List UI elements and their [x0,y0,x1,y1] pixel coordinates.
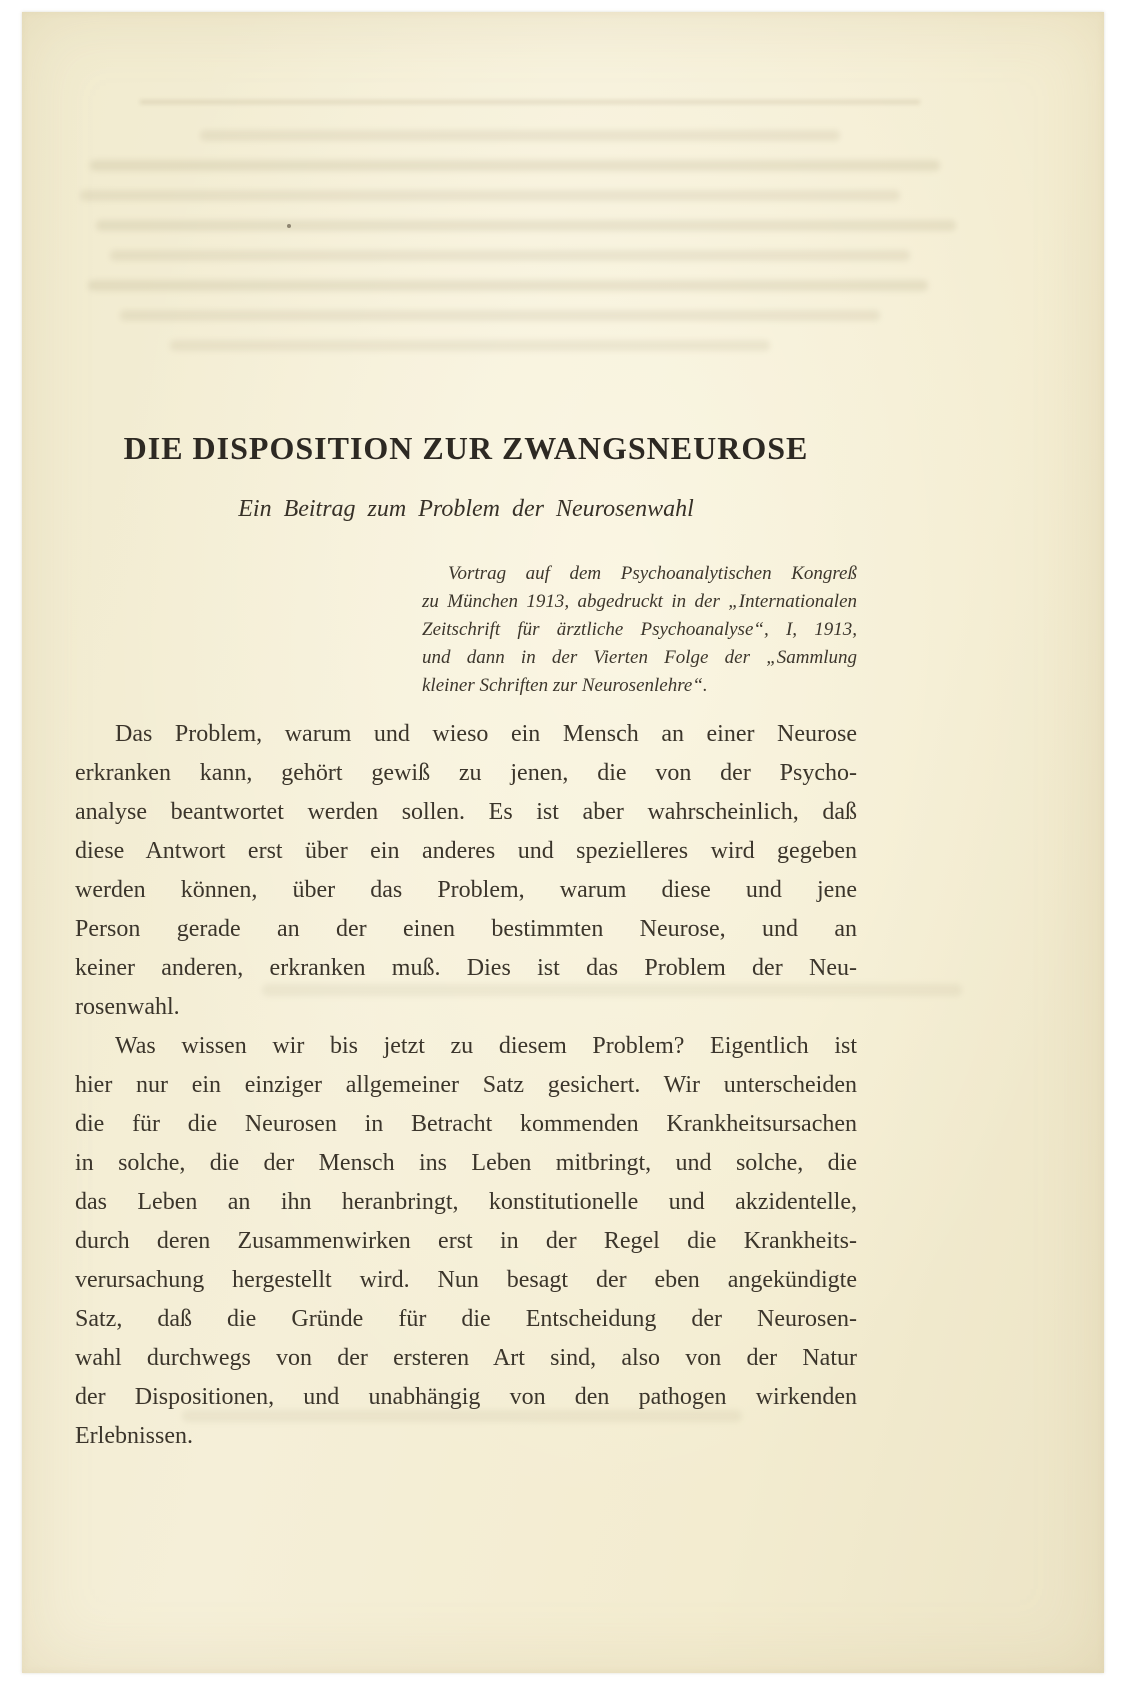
body-paragraph [75,715,857,1027]
text-line: Vortrag auf dem Psychoanalytischen Kongreß [448,563,857,584]
text-line: die für die Neurosen in Betracht kommenden Krankheitsursachen [75,1111,857,1137]
text-line: rosenwahl. [75,994,180,1020]
text-line: diese Antwort erst über ein anderes und spezielleres wird gegeben [75,838,857,864]
text-line: keiner anderen, erkranken muß. Dies ist das Problem der Neu- [75,955,857,981]
text-line: durch deren Zusammenwirken erst in der Regel die Krankheits- [75,1228,857,1254]
text-line: verursachung hergestellt wird. Nun besagt der eben angekündigte [75,1267,857,1293]
article-subtitle: Ein Beitrag zum Problem der Neurosenwahl [238,496,694,522]
text-line: Person gerade an der einen bestimmten Neurose, und an [75,916,857,942]
book-page-paper [22,12,1104,1673]
text-line: das Leben an ihn heranbringt, konstitutionelle und akzidentelle, [75,1189,857,1215]
text-line: Satz, daß die Gründe für die Entscheidung der Neurosen- [75,1306,857,1332]
text-line: wahl durchwegs von der ersteren Art sind, also von der Natur [75,1345,857,1371]
text-line: Zeitschrift für ärztliche Psychoanalyse“, I, 1913, [422,619,857,640]
publication-note [422,560,857,700]
page-content [75,12,857,1673]
text-line: in solche, die der Mensch ins Leben mitbringt, und solche, die [75,1150,857,1176]
text-line: Das Problem, warum und wieso ein Mensch an einer Neurose [115,721,857,747]
text-line: Erlebnissen. [75,1423,193,1449]
text-line: und dann in der Vierten Folge der „Sammlung [422,647,857,668]
text-line: analyse beantwortet werden sollen. Es ist aber wahrscheinlich, daß [75,799,857,825]
text-line: werden können, über das Problem, warum diese und jene [75,877,857,903]
text-line: Was wissen wir bis jetzt zu diesem Problem? Eigentlich ist [115,1033,857,1059]
body-paragraph [75,1027,857,1456]
text-line: erkranken kann, gehört gewiß zu jenen, die von der Psycho- [75,760,857,786]
text-line: hier nur ein einziger allgemeiner Satz gesichert. Wir unterscheiden [75,1072,857,1098]
text-line: zu München 1913, abgedruckt in der „Internationalen [422,591,857,612]
text-line: der Dispositionen, und unabhängig von den pathogen wirkenden [75,1384,857,1410]
article-title: DIE DISPOSITION ZUR ZWANGSNEUROSE [123,430,809,466]
text-line: kleiner Schriften zur Neurosenlehre“. [422,675,708,696]
body-text [75,715,857,1456]
